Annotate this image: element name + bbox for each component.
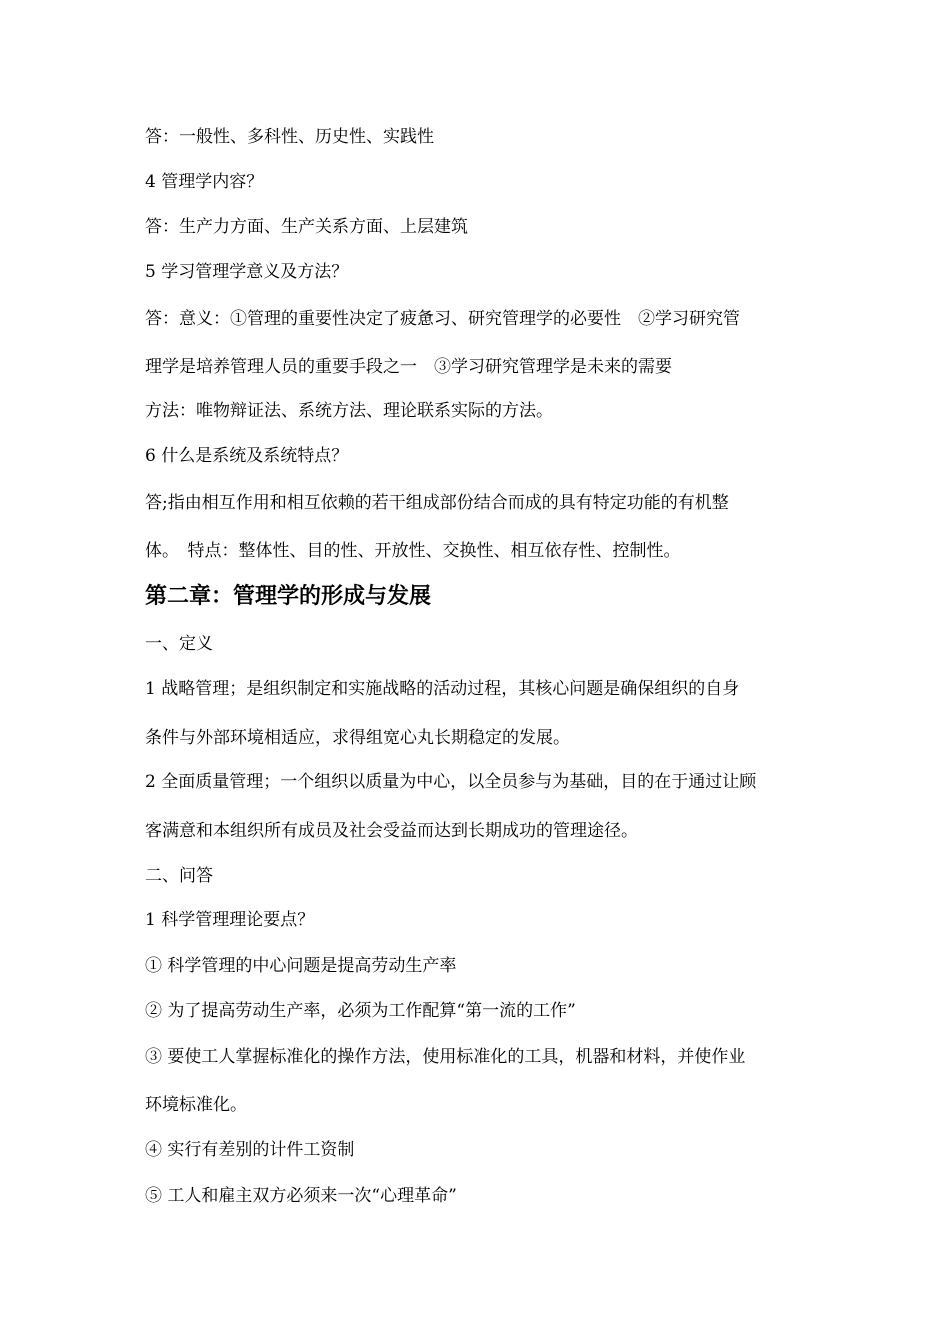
answer-line: 体。 特点：整体性、目的性、开放性、交换性、相互依存性、控制性。 — [145, 541, 681, 561]
list-item: ② 为了提高劳动生产率，必须为工作配算“第一流的工作” — [145, 1001, 576, 1021]
list-item: 环境标准化。 — [145, 1095, 247, 1115]
definition-line: 1 战略管理；是组织制定和实施战略的活动过程，其核心问题是确保组织的自身 — [145, 679, 740, 699]
answer-line: 答;指由相互作用和相互依赖的若干组成部份结合而成的具有特定功能的有机整 — [145, 493, 729, 513]
section-heading: 二、问答 — [145, 866, 213, 886]
list-item: ⑤ 工人和雇主双方必须来一次“心理革命” — [145, 1186, 457, 1206]
answer-line: 答：一般性、多科性、历史性、实践性 — [145, 127, 434, 147]
definition-line: 条件与外部环境相适应，求得组宽心丸长期稳定的发展。 — [145, 728, 570, 748]
question-line: 4 管理学内容？ — [145, 172, 264, 192]
question-line: 6 什么是系统及系统特点？ — [145, 446, 349, 466]
answer-line: 答：生产力方面、生产关系方面、上层建筑 — [145, 217, 468, 237]
question-line: 5 学习管理学意义及方法？ — [145, 262, 349, 282]
answer-line: 答：意义：①管理的重要性决定了疲惫习、研究管理学的必要性 ②学习研究管 — [145, 309, 740, 329]
definition-line: 2 全面质量管理；一个组织以质量为中心，以全员参与为基础，目的在于通过让顾 — [145, 772, 757, 792]
answer-line: 理学是培养管理人员的重要手段之一 ③学习研究管理学是未来的需要 — [145, 357, 672, 377]
question-line: 1 科学管理理论要点？ — [145, 910, 315, 930]
list-item: ① 科学管理的中心问题是提高劳动生产率 — [145, 956, 457, 976]
answer-line: 方法：唯物辩证法、系统方法、理论联系实际的方法。 — [145, 401, 553, 421]
definition-line: 客满意和本组织所有成员及社会受益而达到长期成功的管理途径。 — [145, 821, 638, 841]
section-heading: 一、定义 — [145, 634, 213, 654]
list-item: ④ 实行有差别的计件工资制 — [145, 1140, 355, 1160]
chapter-heading: 第二章：管理学的形成与发展 — [145, 583, 432, 609]
list-item: ③ 要使工人掌握标准化的操作方法，使用标准化的工具，机器和材料，并使作业 — [145, 1047, 746, 1067]
